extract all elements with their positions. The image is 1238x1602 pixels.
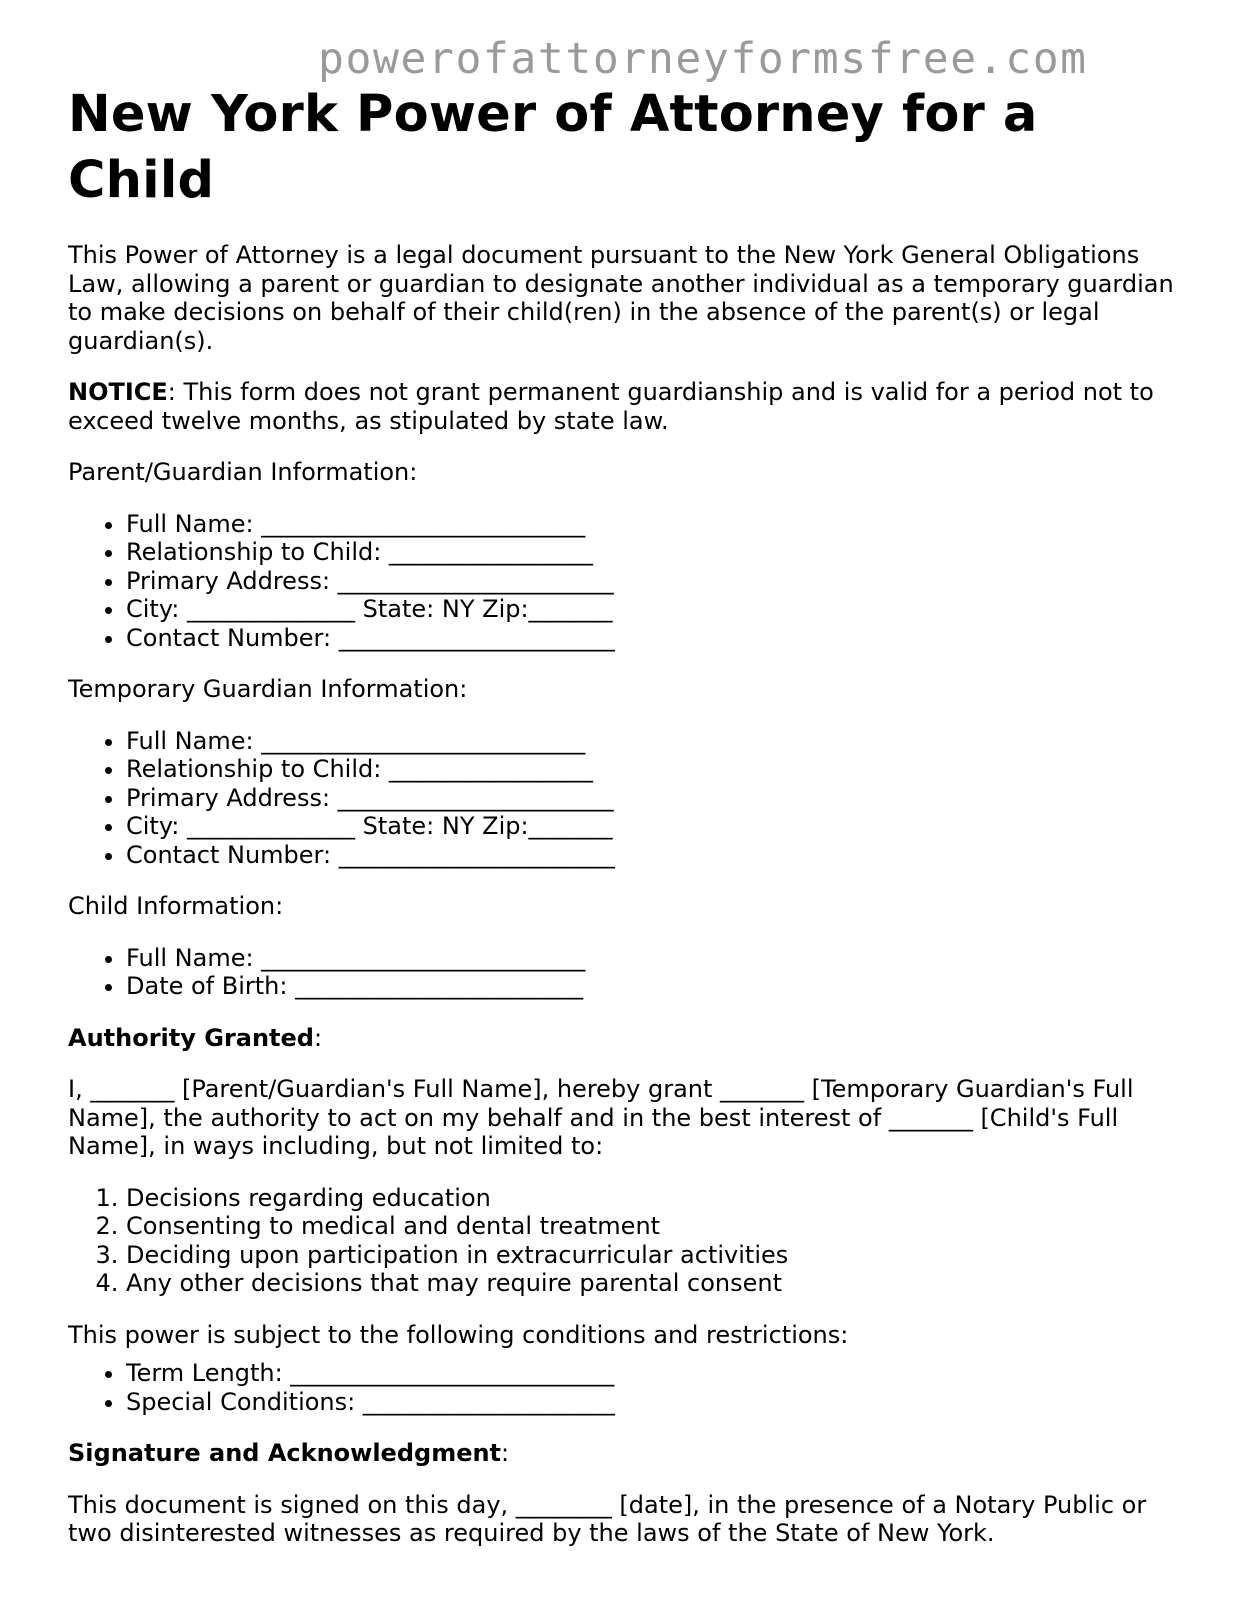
guardian-field-city-state-zip: • City: ______________ State: NY Zip:_______	[126, 812, 1178, 841]
document-page	[68, 82, 1178, 1548]
conditions-intro: This power is subject to the following conditions and restrictions:	[68, 1320, 849, 1349]
signature-paragraph: This document is signed on this day, ________ [date], in the presence of a Notary Public or two disinterested witnesses as required by the laws of the State of New York.	[68, 1490, 1147, 1547]
power-item: 4. Any other decisions that may require parental consent	[126, 1269, 1178, 1298]
condition-field-special: • Special Conditions: _____________________	[126, 1388, 1178, 1417]
document-title: New York Power of Attorney for a Child	[68, 85, 1038, 210]
guardian-field-contact: • Contact Number: _______________________	[126, 841, 1178, 870]
watermark: powerofattorneyformsfree.com	[318, 34, 1088, 84]
guardian-field-relationship: • Relationship to Child: _________________	[126, 755, 1178, 784]
child-field-dob: • Date of Birth: ________________________	[126, 972, 1178, 1001]
child-section-heading: Child Information:	[68, 892, 284, 920]
parent-field-address: • Primary Address: _______________________	[126, 567, 1178, 596]
authority-label: Authority Granted	[68, 1023, 314, 1052]
guardian-field-full-name: • Full Name: ___________________________	[126, 727, 1178, 756]
parent-fields-list	[68, 510, 1178, 653]
authority-heading	[68, 1024, 1178, 1053]
notice-text: : This form does not grant permanent guardianship and is valid for a period not to exceed twelve months, as stipulated by state law.	[68, 378, 1154, 435]
power-item: 3. Deciding upon participation in extracurricular activities	[126, 1241, 1178, 1270]
parent-field-full-name: • Full Name: ___________________________	[126, 510, 1178, 539]
notice-label: NOTICE	[68, 378, 168, 406]
authority-colon: :	[314, 1023, 323, 1052]
notice-paragraph	[68, 378, 1178, 435]
signature-colon: :	[501, 1439, 510, 1467]
child-field-full-name: • Full Name: ___________________________	[126, 944, 1178, 973]
conditions-fields-list	[68, 1359, 1178, 1416]
power-item: 2. Consenting to medical and dental treatment	[126, 1212, 1178, 1241]
parent-section-heading: Parent/Guardian Information:	[68, 458, 418, 486]
guardian-field-address: • Primary Address: _______________________	[126, 784, 1178, 813]
signature-heading	[68, 1439, 1178, 1468]
guardian-section-heading: Temporary Guardian Information:	[68, 675, 468, 703]
parent-field-contact: • Contact Number: _______________________	[126, 624, 1178, 653]
parent-field-relationship: • Relationship to Child: _________________	[126, 538, 1178, 567]
authority-statement: I, _______ [Parent/Guardian's Full Name], hereby grant _______ [Temporary Guardian's Full Name], the authority to act on my behalf and in the best interest of _______ [Child's Full Name], in ways including, but not limited to:	[68, 1075, 1134, 1160]
child-fields-list	[68, 944, 1178, 1001]
intro-paragraph: This Power of Attorney is a legal document pursuant to the New York General Obligations Law, allowing a parent or guardian to designate another individual as a temporary guardian to make decisions on behalf of their child(ren) in the absence of the parent(s) or legal guardian(s).	[68, 241, 1174, 355]
power-item: 1. Decisions regarding education	[126, 1184, 1178, 1213]
guardian-fields-list	[68, 727, 1178, 870]
condition-field-term: • Term Length: ___________________________	[126, 1359, 1178, 1388]
parent-field-city-state-zip: • City: ______________ State: NY Zip:_______	[126, 595, 1178, 624]
authority-powers-list	[68, 1184, 1178, 1298]
signature-label: Signature and Acknowledgment	[68, 1439, 502, 1467]
